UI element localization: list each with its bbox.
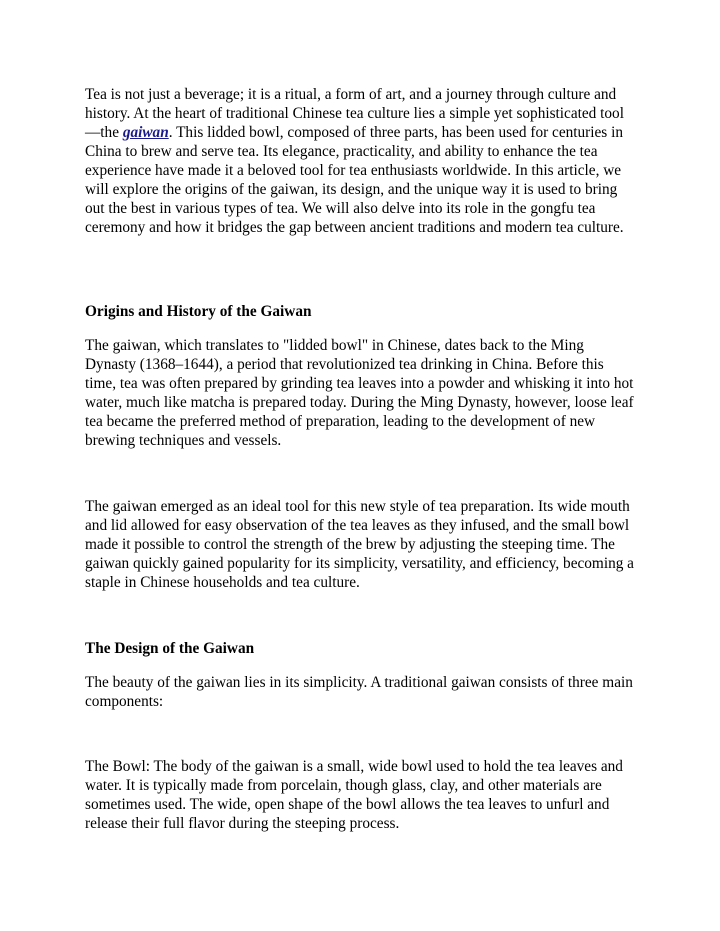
design-paragraph-1: The beauty of the gaiwan lies in its simplicity. A traditional gaiwan consists of three main components:: [85, 674, 633, 710]
design-paragraph-bowl: The Bowl: The body of the gaiwan is a small, wide bowl used to hold the tea leaves and water. It is typically made from porcelain, though glass, clay, and other materials are sometimes used. The wide, open shape of the bowl allows the tea leaves to unfurl and release their full flavor during the steeping process.: [85, 758, 623, 832]
origins-paragraph-2: The gaiwan emerged as an ideal tool for this new style of tea preparation. Its wide mouth and lid allowed for easy observation of the tea leaves as they infused, and the small bowl made it possible to control the strength of the brew by adjusting the steeping time. The gaiwan quickly gained popularity for its simplicity, versatility, and efficiency, becoming a staple in Chinese households and tea culture.: [85, 498, 634, 591]
intro-text-after-link: . This lidded bowl, composed of three parts, has been used for centuries in China to brew and serve tea. Its elegance, practicality, and ability to enhance the tea experience have made it a beloved tool for tea enthusiasts worldwide. In this article, we will explore the origins of the gaiwan, its design, and the unique way it is used to bring out the best in various types of tea. We will also delve into its role in the gongfu tea ceremony and how it bridges the gap between ancient traditions and modern tea culture.: [85, 124, 624, 236]
section-heading-origins: Origins and History of the Gaiwan: [85, 303, 312, 320]
origins-paragraph-1: The gaiwan, which translates to "lidded bowl" in Chinese, dates back to the Ming Dynasty (1368–1644), a period that revolutionized tea drinking in China. Before this time, tea was often prepared by grinding tea leaves into a powder and whisking it into hot water, much like matcha is prepared today. During the Ming Dynasty, however, loose leaf tea became the preferred method of preparation, leading to the development of new brewing techniques and vessels.: [85, 337, 634, 449]
intro-paragraph: [85, 85, 637, 237]
gaiwan-link[interactable]: gaiwan: [122, 124, 169, 141]
section-heading-design: The Design of the Gaiwan: [85, 640, 255, 657]
intro-text-before-link: Tea is not just a beverage; it is a ritual, a form of art, and a journey through culture and history. At the heart of traditional Chinese tea culture lies a simple yet sophisticated tool—the: [85, 86, 624, 141]
